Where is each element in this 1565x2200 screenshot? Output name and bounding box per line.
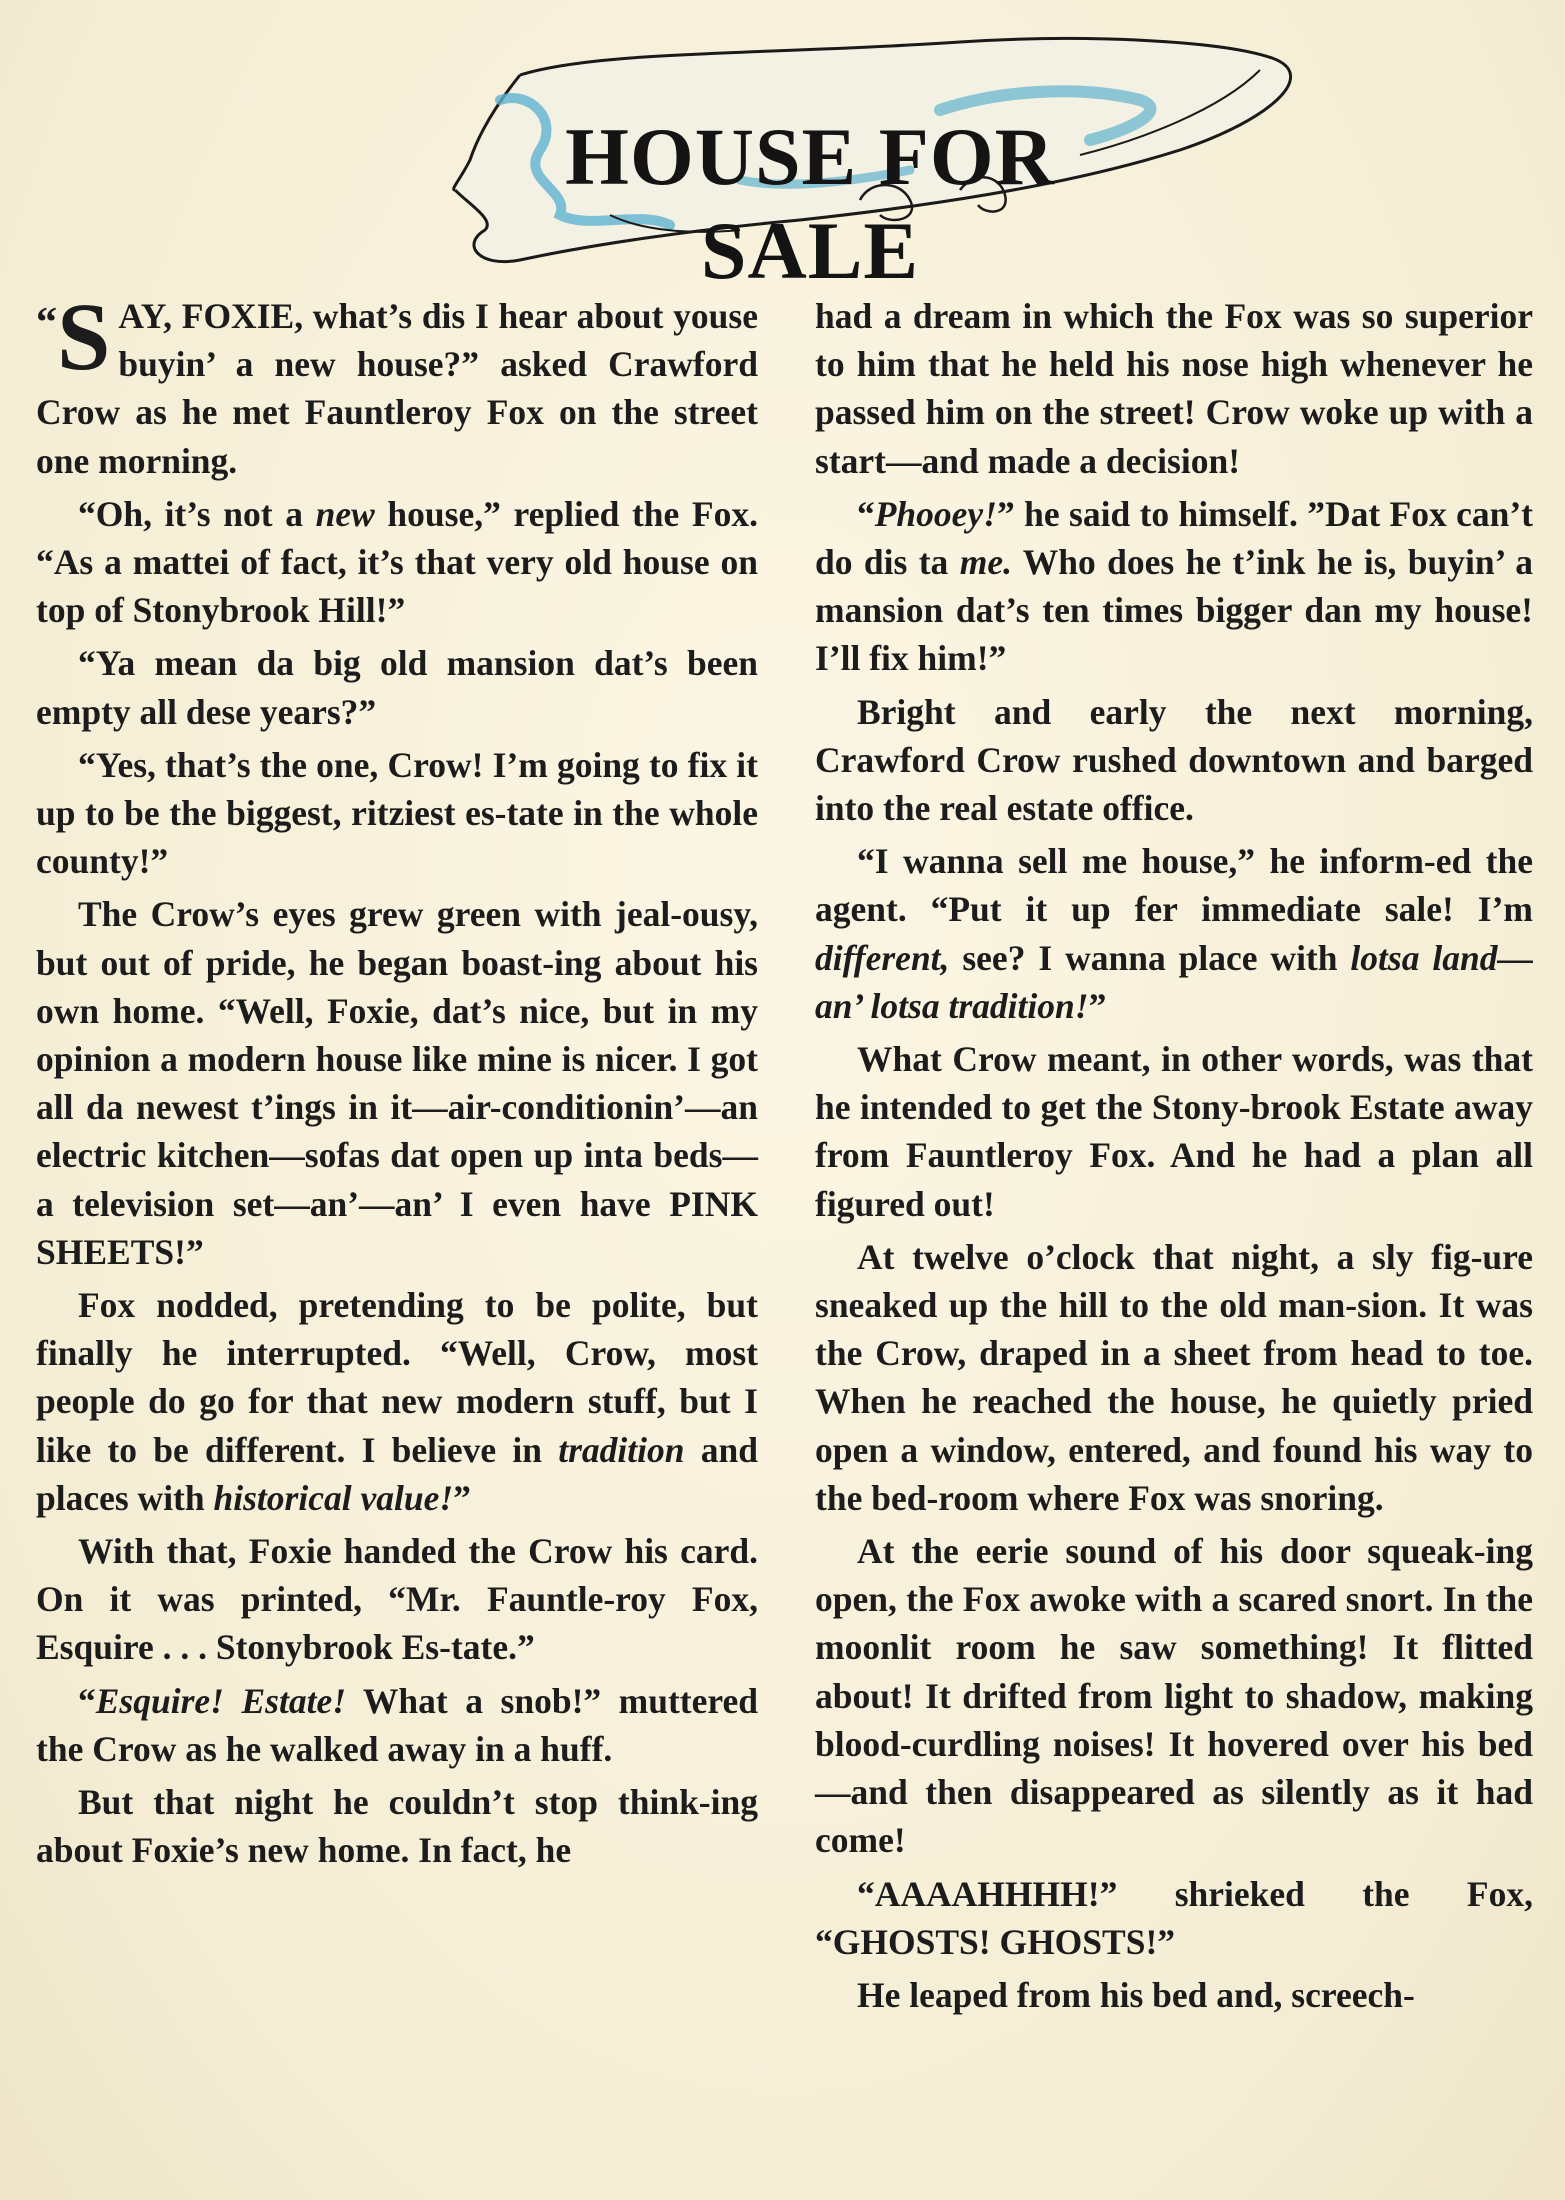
paragraph-9: But that night he couldn’t stop think-ing about Foxie’s new home. In fact, he (36, 1782, 758, 1871)
story-title: HOUSE FOR SALE (565, 111, 1055, 296)
paragraph-11: “Phooey!” he said to himself. ”Dat Fox can’t do dis ta me. Who does he t’ink he is, buyin’ a mansion dat’s ten times bigger dan my house! I’ll fix him!” (815, 493, 1533, 679)
paragraph-4: “Yes, that’s the one, Crow! I’m going to fix it up to be the biggest, ritziest es-tate in the whole county!” (36, 744, 758, 882)
right-column (815, 292, 1533, 2024)
paragraph-8: “Esquire! Estate! What a snob!” muttered the Crow as he walked away in a huff. (36, 1680, 758, 1769)
paragraph-10: had a dream in which the Fox was so superior to him that he held his nose high whenever he passed him on the street! Crow woke up with a start—and made a decision! (815, 296, 1533, 481)
paragraph-1: “S AY, FOXIE, what’s dis I hear about youse buyin’ a new house?” asked Crawford Crow as he met Fauntleroy Fox on the street one morning. (36, 283, 758, 481)
paragraph-2: “Oh, it’s not a new house,” replied the Fox. “As a mattei of fact, it’s that very old house on top of Stonybrook Hill!” (36, 493, 758, 631)
paragraph-15: At twelve o’clock that night, a sly fig-ure sneaked up the hill to the old man-sion. It was the Crow, draped in a sheet from head to toe. When he reached the house, he quietly pried open a window, entered, and found his way to the bed-room where Fox was snoring. (815, 1236, 1533, 1518)
paragraph-6: Fox nodded, pretending to be polite, but finally he interrupted. “Well, Crow, most people do go for that new modern stuff, but I like to be different. I believe in tradition and places with historical value!” (36, 1285, 758, 1518)
left-column (36, 283, 758, 1880)
paragraph-16: At the eerie sound of his door squeak-ing open, the Fox awoke with a scared snort. In the moonlit room he saw something! It flitted about! It drifted from light to shadow, making blood-curdling noises! It hovered over his bed —and then disappeared as silently as it had come! (815, 1531, 1533, 1861)
paragraph-13: “I wanna sell me house,” he inform-ed the agent. “Put it up fer immediate sale! I’m different, see? I wanna place with lotsa land—an’ lotsa tradition!” (815, 841, 1533, 1026)
paragraph-3: “Ya mean da big old mansion dat’s been empty all dese years?” (36, 643, 758, 732)
paragraph-14: What Crow meant, in other words, was that he intended to get the Stony-brook Estate away from Fauntleroy Fox. And he had a plan all figured out! (815, 1039, 1533, 1224)
paragraph-5: The Crow’s eyes grew green with jeal-ousy, but out of pride, he began boast-ing about his own home. “Well, Foxie, dat’s nice, but in my opinion a modern house like mine is nicer. I got all da newest t’ings in it—air-conditionin’—an electric kitchen—sofas dat open up inta beds—a television set—an’—an’ I even have PINK SHEETS!” (36, 894, 758, 1272)
paragraph-17: “AAAAHHHH!” shrieked the Fox, “GHOSTS! GHOSTS!” (815, 1873, 1533, 1962)
drop-cap: “S (36, 283, 111, 390)
title-banner (440, 30, 1300, 296)
paragraph-12: Bright and early the next morning, Crawford Crow rushed downtown and barged into the real estate office. (815, 691, 1533, 829)
paragraph-7: With that, Foxie handed the Crow his card. On it was printed, “Mr. Fauntle-roy Fox, Esquire . . . Stonybrook Es-tate.” (36, 1531, 758, 1668)
paragraph-18: He leaped from his bed and, screech- (857, 1974, 1415, 2015)
